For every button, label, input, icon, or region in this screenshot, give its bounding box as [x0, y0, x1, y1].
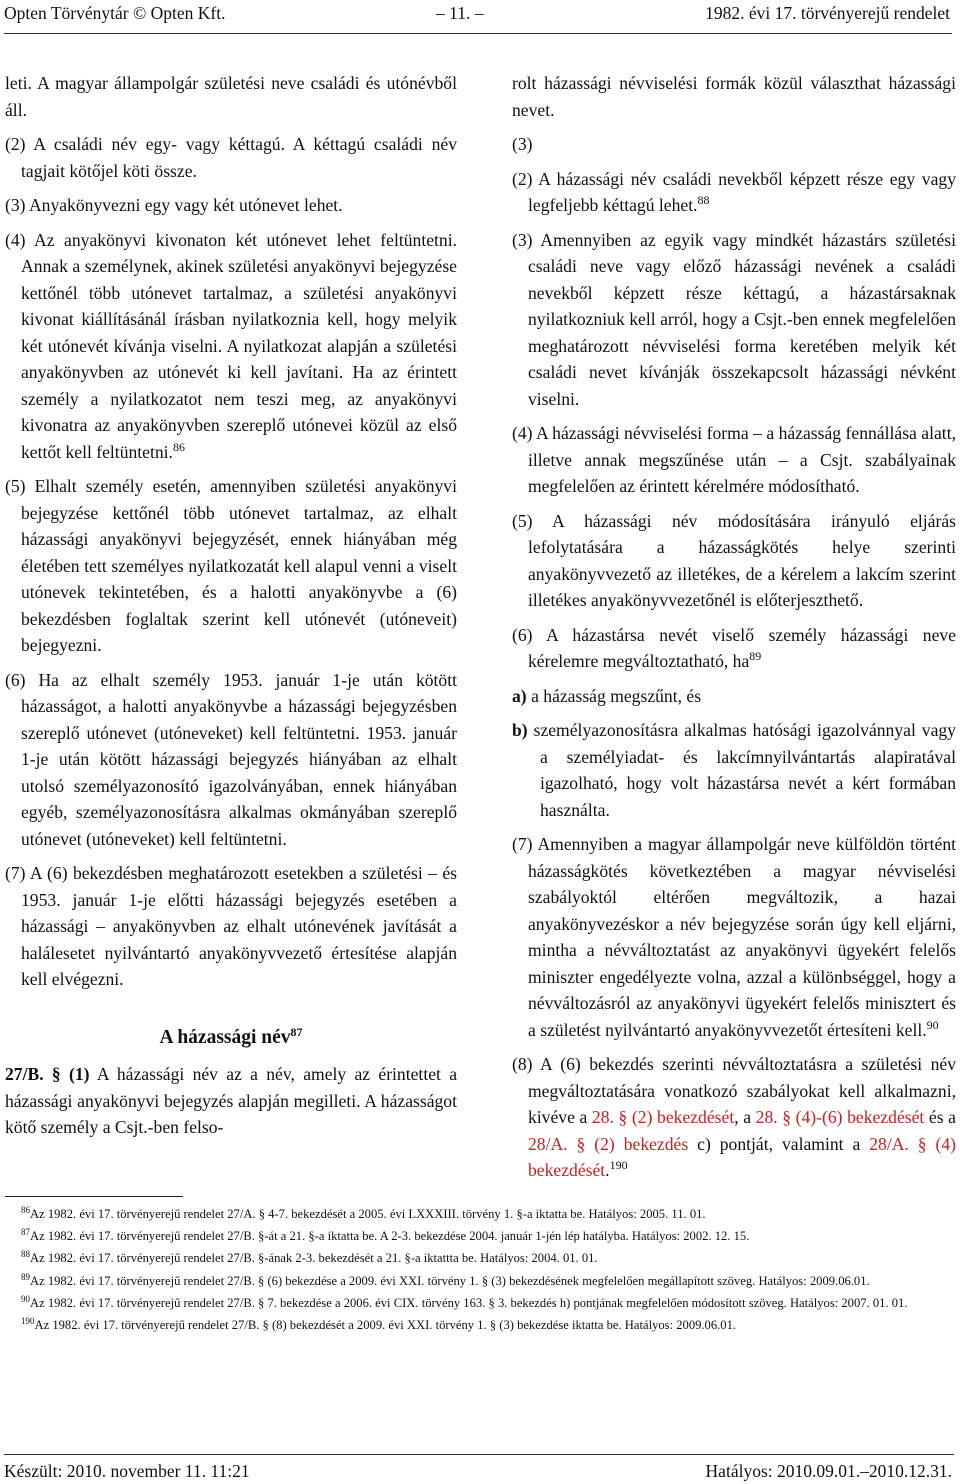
- footnote-text: Az 1982. évi 17. törvényerejű rendelet 27/A. § 4-7. bekezdését a 2005. évi LXXXIII. törvény 1. §-a iktatta be. Hatályos: 2005. 11. 01.: [30, 1207, 706, 1221]
- footnote-number: 87: [21, 1227, 30, 1238]
- list-item-label: b): [512, 720, 528, 740]
- footnote-text: Az 1982. évi 17. törvényerejű rendelet 27/B. § (6) bekezdése a 2009. évi XXI. törvény 1. § (3) bekezdésének megfelelően megállapított szöveg. Hatályos: 2009.06.01.: [30, 1273, 870, 1288]
- paragraph: [512, 622, 956, 675]
- section-title: [5, 1025, 457, 1052]
- footnote-ref[interactable]: 90: [926, 1017, 939, 1032]
- footnotes: [5, 1205, 951, 1338]
- footnote-text: Az 1982. évi 17. törvényerejű rendelet 27/B. § (8) bekezdését a 2009. évi XXI. törvény 1. § (3) bekezdése iktatta be. Hatályos: 2009.06.01.: [34, 1318, 737, 1333]
- paragraph-text: .: [605, 1160, 610, 1180]
- header-rule: [4, 33, 952, 34]
- list-item-text: a házasság megszűnt, és: [531, 685, 702, 706]
- cross-reference-link[interactable]: 28. § (2) bekezdését: [591, 1107, 735, 1127]
- right-column: [512, 70, 956, 1192]
- paragraph-text: (7) Amennyiben a magyar állampolgár neve külföldön történt házasságkötés következtében a magyar névviselési szabályoktól eltérően megváltozik, a hazai anyakönyvezéskor a név bejegyzése során úgy kell eljárni, mintha a névváltoztatást az anyakönyvi ügyekért felelős miniszter engedélyezte volna, azzal a különbséggel, hogy a névváltozásról az anyakönyvi ügyekért felelős minisztert és a születést nyilvántartó anyakönyvvezetőt értesíteni kell.: [512, 834, 956, 1040]
- footnote-ref[interactable]: 190: [609, 1158, 628, 1172]
- paragraph-text: (8) A (6) bekezdés szerinti névváltoztatásra a születési név megváltoztatására vonatkozó szabályokat kell alkalmazni, kivéve a: [512, 1054, 956, 1127]
- list-item-label: a): [512, 685, 527, 706]
- paragraph: (3) Amennyiben az egyik vagy mindkét házastárs születési családi neve vagy előző házassági nevének a családi nevekből képzett része kéttagú, a házastársaknak nyilatkozniuk kell arról, hogy a Csjt.-ben ennek megfelelően meghatározott névviselési forma keretében melyik két családi nevet kívánják összekapcsolt házassági névként viselni.: [512, 229, 956, 409]
- paragraph: (3): [512, 134, 533, 154]
- paragraph-number: (1): [69, 1064, 90, 1084]
- footnote: [5, 1294, 951, 1312]
- paragraph: (6) Ha az elhalt személy 1953. január 1-je után kötött házasságot, a halotti anyakönyvbe a házassági bejegyzésben szereplő utónevet (utóneveket) kell feltüntetni. 1953. január 1-je után kötött házassági bejegyzés hiányában az elhalt utolsó személyazonosító igazolványában, ennek hiányában egyéb, személyazonosításra alkalmas okmányában szereplő utónevet (utóneveket) kell feltüntetni.: [5, 669, 457, 849]
- paragraph-text: (4) Az anyakönyvi kivonaton két utónevet lehet feltüntetni. Annak a személynek, akinek születési anyakönyvi bejegyzése kettőnél több utónevet tartalmaz, a születési anyakönyvi kivonat kiállításánál írásban nyilatkoznia kell, hogy melyik két utónevét kívánja viselni. A nyilatkozat alapján a születési anyakönyvben az utónevét ki kell javítani. Ha az érintett személy a nyilatkozatot nem teszi meg, az anyakönyvi kivonatra az anyakönyvben szereplő utónevei közül az első kettőt kell feltüntetni.: [5, 229, 457, 462]
- paragraph: rolt házassági névviselési formák közül választhat házassági nevet.: [512, 73, 956, 120]
- footnote-number: 86: [21, 1205, 30, 1215]
- footnote: [5, 1316, 951, 1334]
- paragraph-text: és a: [928, 1107, 956, 1127]
- footer-created: Készült: 2010. november 11. 11:21: [4, 1461, 250, 1481]
- section-title-text: A házassági név: [159, 1026, 291, 1048]
- paragraph: (5) Elhalt személy esetén, amennyiben születési anyakönyvi bejegyzése kettőnél több utónevet tartalmaz, az elhalt házassági anyakönyvi bejegyzését, ennek hiányában még életében tett személyes nyilatkozatát kell alapul venni a viselt utónevek tekintetében, és a halotti anyakönyvbe a (6) bekezdésben foglaltak szerint kell utónevét (utóneveit) bejegyezni.: [5, 476, 457, 655]
- section-sign: §: [51, 1064, 61, 1084]
- header-publisher: Opten Törvénytár © Opten Kft.: [4, 3, 226, 23]
- footnote-number: 88: [21, 1249, 30, 1260]
- footer-rule: [4, 1454, 954, 1455]
- footnote-ref[interactable]: 88: [697, 193, 710, 207]
- footnote: [5, 1249, 951, 1267]
- footnote-number: 190: [21, 1316, 35, 1327]
- paragraph: [512, 166, 956, 219]
- footnote: [5, 1227, 951, 1245]
- paragraph: [512, 1051, 956, 1184]
- header-document-title: 1982. évi 17. törvényerejű rendelet: [705, 3, 950, 23]
- footnote-number: 90: [21, 1293, 30, 1304]
- paragraph: leti. A magyar állampolgár születési neve családi és utónévből áll.: [5, 73, 457, 120]
- footer-validity: Hatályos: 2010.09.01.–2010.12.31.: [705, 1461, 952, 1481]
- footnote-text: Az 1982. évi 17. törvényerejű rendelet 27/B. §-át a 21. §-a iktatta be. A 2-3. bekezdése 2004. január 1-jén lép hatályba. Hatályos: 2002. 12. 15.: [30, 1229, 750, 1244]
- footnote-number: 89: [21, 1271, 30, 1282]
- footnote-text: Az 1982. évi 17. törvényerejű rendelet 27/B. § 7. bekezdése a 2006. évi CIX. törvény 163. § 3. bekezdés h) pontjának megfelelően módosított szöveg. Hatályos: 2007. 01. 01.: [30, 1295, 908, 1310]
- paragraph-text: , a: [734, 1107, 752, 1127]
- paragraph: [5, 227, 457, 466]
- paragraph: (7) A (6) bekezdésben meghatározott esetekben a születési – és 1953. január 1-je előtti házassági bejegyzés esetében a házassági – anyakönyvben az elhalt utónevének javítását a halálesetet nyilvántartó anyakönyvvezető értesítése alapján kell elvégezni.: [5, 863, 457, 989]
- list-item: [512, 683, 956, 710]
- paragraph-text: A házassági név az a név, amely az érintettet a házassági anyakönyvi bejegyzés alapján megilleti. A házasságot kötő személy a Csjt.-ben felso-: [5, 1064, 457, 1137]
- paragraph: (3) Anyakönyvezni egy vagy két utónevet lehet.: [5, 195, 343, 215]
- footnote-ref[interactable]: 87: [290, 1024, 303, 1039]
- paragraph-text: (2) A házassági név családi nevekből képzett része egy vagy legfeljebb kéttagú lehet.: [512, 168, 956, 215]
- paragraph-text: c) pontját, valamint a: [697, 1133, 861, 1154]
- paragraph: (5) A házassági név módosítására irányuló eljárás lefolytatására a házasságkötés helye szerinti anyakönyvvezető az illetékes, de a kérelem a lakcím szerint illetékes anyakönyvvezetőnél is előterjeszthető.: [512, 510, 956, 610]
- footnote-rule: [5, 1196, 183, 1197]
- paragraph: (2) A családi név egy- vagy kéttagú. A kéttagú családi név tagjait kötőjel köti össze.: [5, 134, 457, 181]
- header-page-number: – 11. –: [436, 3, 484, 23]
- footnote: [5, 1205, 951, 1223]
- footnote-ref[interactable]: 86: [172, 439, 185, 454]
- paragraph: [512, 831, 956, 1043]
- article-paragraph: [5, 1061, 457, 1141]
- footnote-text: Az 1982. évi 17. törvényerejű rendelet 27/B. §-ának 2-3. bekezdését a 21. §-a iktattta be. Hatályos: 2004. 01. 01.: [30, 1251, 598, 1266]
- article-label: 27/B.: [5, 1064, 44, 1084]
- list-item-text: személyazonosításra alkalmas hatósági igazolvánnyal vagy a személyiadat- és lakcímnyilvántartás alapiratával igazolható, hogy volt házastársa nevét a kért formában használta.: [533, 720, 956, 820]
- paragraph-text: (6) A házastársa nevét viselő személy házassági neve kérelemre megváltoztatható, ha: [512, 624, 956, 671]
- footnote: [5, 1272, 951, 1290]
- cross-reference-link[interactable]: 28. § (4)-(6) bekezdését: [755, 1107, 925, 1127]
- footnote-ref[interactable]: 89: [749, 649, 762, 663]
- cross-reference-link[interactable]: 28/A. § (2) bekezdés: [528, 1133, 689, 1154]
- left-column: [5, 70, 457, 1149]
- cross-reference-link[interactable]: 28/A. § (4) bekezdését: [528, 1133, 957, 1180]
- paragraph: (4) A házassági névviselési forma – a házasság fennállása alatt, illetve annak megszűnése után – a Csjt. szabályainak megfelelően az érintett kérelmére módosítható.: [512, 423, 956, 496]
- page-header: [4, 3, 950, 29]
- list-item: [512, 717, 956, 823]
